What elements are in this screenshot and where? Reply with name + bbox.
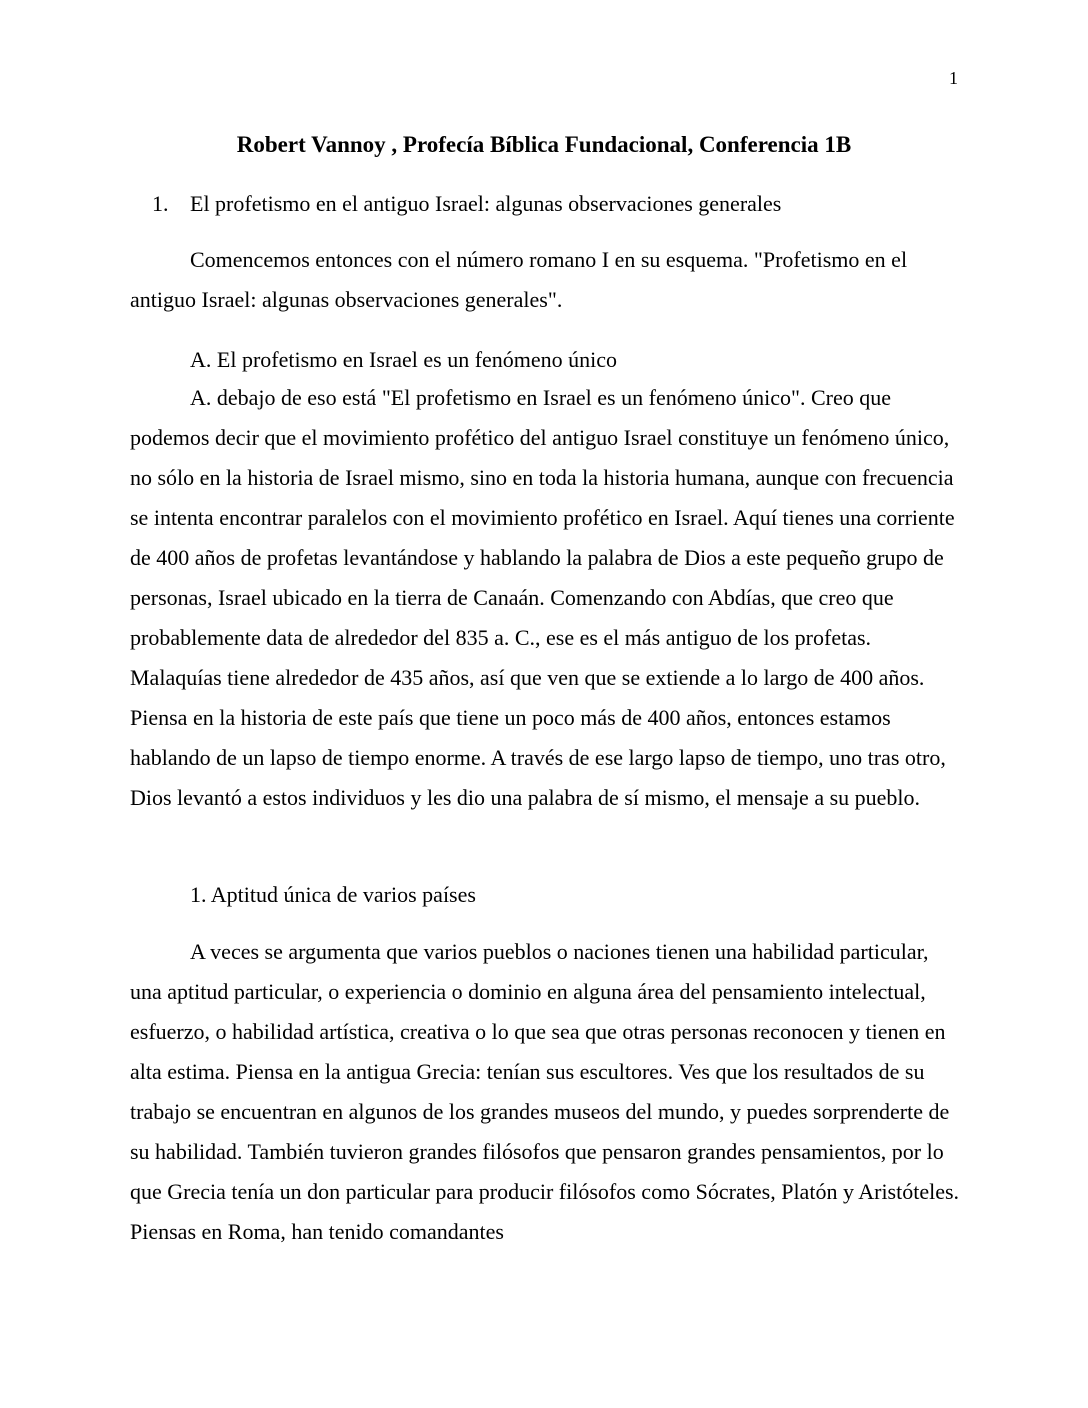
document-title: Robert Vannoy , Profecía Bíblica Fundacional, Conferencia 1B [236,132,852,157]
section-a-heading: A. El profetismo en Israel es un fenómeno único [190,347,618,372]
section-1-heading: 1. Aptitud única de varios países [190,882,476,907]
outline-heading-number: 1. [152,191,169,216]
outline-heading-text: El profetismo en el antiguo Israel: algunas observaciones generales [190,191,782,216]
paragraph-intro: Comencemos entonces con el número romano I en su esquema. "Profetismo en el antiguo Israel: algunas observaciones generales". [130,247,908,312]
outline-heading [152,190,781,218]
paragraph-section-1: A veces se argumenta que varios pueblos o naciones tienen una habilidad particular, una aptitud particular, o experiencia o dominio en alguna área del pensamiento intelectual, esfuerzo, o habilidad artística, creativa o lo que sea que otras personas reconocen y tienen en alta estima. Piensa en la antigua Grecia: tenían sus escultores. Ves que los resultados de su trabajo se encuentran en algunos de los grandes museos del mundo, y puedes sorprenderte de su habilidad. También tuvieron grandes filósofos que pensaron grandes pensamientos, por lo que Grecia tenía un don particular para producir filósofos como Sócrates, Platón y Aristóteles. Piensas en Roma, han tenido comandantes [130,939,960,1244]
page-number: 1 [949,68,958,88]
paragraph-section-a: A. debajo de eso está "El profetismo en Israel es un fenómeno único". Creo que podemos decir que el movimiento profético del antiguo Israel constituye un fenómeno único, no sólo en la historia de Israel mismo, sino en toda la historia humana, aunque con frecuencia se intenta encontrar paralelos con el movimiento profético en Israel. Aquí tienes una corriente de 400 años de profetas levantándose y hablando la palabra de Dios a este pequeño grupo de personas, Israel ubicado en la tierra de Canaán. Comenzando con Abdías, que creo que probablemente data de alrededor del 835 a. C., ese es el más antiguo de los profetas. Malaquías tiene alrededor de 435 años, así que ven que se extiende a lo largo de 400 años. Piensa en la historia de este país que tiene un poco más de 400 años, entonces estamos hablando de un lapso de tiempo enorme. A través de ese largo lapso de tiempo, uno tras otro, Dios levantó a estos individuos y les dio una palabra de sí mismo, el mensaje a su pueblo. [130,385,955,810]
